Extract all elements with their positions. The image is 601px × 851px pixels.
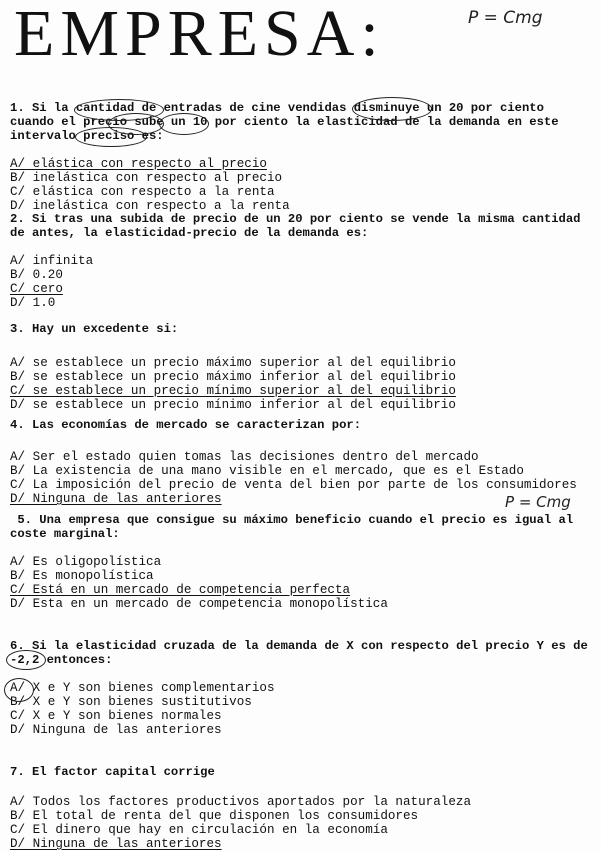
question-7 — [10, 765, 595, 851]
question-stem: 3. Hay un excedente si: — [10, 322, 179, 336]
option-c: C/ se establece un precio mínimo superior al del equilibrio — [10, 384, 456, 398]
option-c: C/ La imposición del precio de venta del bien por parte de los consumidores — [10, 478, 577, 492]
option-a: A/ se establece un precio máximo superior al del equilibrio — [10, 356, 456, 370]
option-a: A/ elástica con respecto al precio — [10, 157, 267, 171]
option-d: D/ Ninguna de las anteriores — [10, 492, 222, 506]
option-b: B/ El total de renta del que disponen los consumidores — [10, 809, 419, 823]
option-d: D/ se establece un precio mínimo inferior al del equilibrio — [10, 398, 456, 412]
option-c: C/ cero — [10, 282, 63, 296]
option-a: A/ Ser el estado quien tomas las decisiones dentro del mercado — [10, 450, 479, 464]
handwritten-note-top: P = Cmg — [468, 8, 543, 28]
question-stem: 1. Si la cantidad de entradas de cine vendidas disminuye un 20 por ciento cuando el precio sube un 10 por ciento la elasticidad de la demanda en este intervalo preciso es: — [10, 101, 566, 143]
option-d: D/ Esta en un mercado de competencia monopolística — [10, 597, 388, 611]
option-b: B/ inelástica con respecto al precio — [10, 171, 283, 185]
question-3 — [10, 322, 595, 412]
option-d: D/ Ninguna de las anteriores — [10, 723, 222, 737]
page-title: EMPRESA: — [14, 0, 385, 70]
option-b: B/ Es monopolística — [10, 569, 154, 583]
option-c: C/ X e Y son bienes normales — [10, 709, 222, 723]
question-6 — [10, 639, 595, 737]
option-a: A/ Todos los factores productivos aportados por la naturaleza — [10, 795, 472, 809]
question-5 — [10, 513, 595, 611]
question-stem: 2. Si tras una subida de precio de un 20 por ciento se vende la misma cantidad de antes, la elasticidad-precio de la demanda es: — [10, 212, 588, 240]
question-stem: 5. Una empresa que consigue su máximo beneficio cuando el precio es igual al coste marginal: — [10, 513, 581, 541]
question-stem: 7. El factor capital corrige — [10, 765, 215, 779]
option-c: C/ elástica con respecto a la renta — [10, 185, 275, 199]
option-d: D/ Ninguna de las anteriores — [10, 837, 222, 851]
option-b: B/ La existencia de una mano visible en el mercado, que es el Estado — [10, 464, 524, 478]
option-b: B/ X e Y son bienes sustitutivos — [10, 695, 252, 709]
option-b: B/ 0.20 — [10, 268, 63, 282]
question-stem: 6. Si la elasticidad cruzada de la demanda de X con respecto del precio Y es de -2,2 entonces: — [10, 639, 596, 667]
question-1 — [10, 101, 595, 213]
option-a: A/ infinita — [10, 254, 94, 268]
handwritten-note-mid: P = Cmg — [505, 493, 571, 511]
option-d: D/ inelástica con respecto a la renta — [10, 199, 290, 213]
option-a: A/ Es oligopolística — [10, 555, 162, 569]
question-2 — [10, 212, 595, 310]
option-b: B/ se establece un precio máximo inferior al del equilibrio — [10, 370, 456, 384]
question-stem: 4. Las economías de mercado se caracterizan por: — [10, 418, 362, 432]
option-a: A/ X e Y son bienes complementarios — [10, 681, 275, 695]
option-d: D/ 1.0 — [10, 296, 56, 310]
option-c: C/ El dinero que hay en circulación en la economía — [10, 823, 388, 837]
option-c: C/ Está en un mercado de competencia perfecta — [10, 583, 351, 597]
